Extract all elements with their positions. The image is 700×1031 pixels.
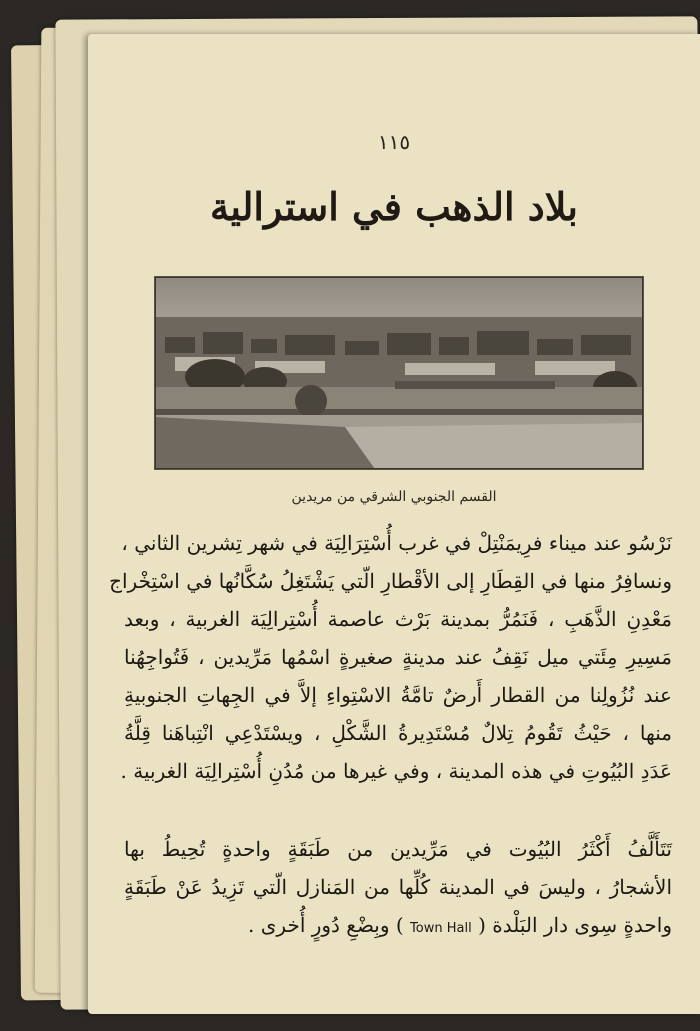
text-line: منها ، حَيْثُ تَقُومُ تِلالٌ مُسْتَدِيرةُ الشَّكْلِ ، ويسْتَدْعِي انْتِباهَنا قِلَّةُ xyxy=(124,721,672,745)
book-page xyxy=(88,34,700,1014)
text-line: تَتَأَلَّفُ أَكْثَرُ البُيُوت في مَرِّيدين من طَبَقَةٍ واحدةٍ تُحِيطُ بها xyxy=(124,837,672,861)
text-line: مَسِيرِ مِئَتي ميل نَقِفُ عند مدينةٍ صغيرةٍ اسْمُها مَرِّيدين ، فَتُواجِهُنا xyxy=(124,645,672,669)
text-line: نَرْسُو عند ميناء فرِيمَنْتِلْ في غرب أُسْتِرَالِيَة في شهر تِشرين الثاني ، xyxy=(121,531,672,555)
chapter-title: بلاد الذهب في استرالية xyxy=(210,184,578,229)
town-hall-term: Town Hall xyxy=(410,921,472,936)
text-line: ونسافِرُ منها في القِطَارِ إلى الأقْطارِ الّتي يَشْتَغِلُ سُكَّانُها في اسْتِخْراج xyxy=(109,569,672,593)
text-line: عند نُزُولِنا من القطار أَرضٌ تامَّةُ الاسْتِواءِ إلاَّ في الجِهاتِ الجنوبيةِ xyxy=(124,683,672,707)
text-segment: ) وبِضْعِ دُورٍ أُخرى . xyxy=(248,913,404,937)
text-line: عَدَدِ البُيُوتِ في هذه المدينة ، وفي غيرها من مُدُنِ أُسْتِرالِيَة الغربية . xyxy=(120,759,672,783)
town-photo xyxy=(154,276,644,470)
text-segment: واحدةٍ سِوى دار البَلْدة ( xyxy=(478,913,672,937)
paragraph-1 xyxy=(109,524,672,790)
text-line-last xyxy=(124,906,672,948)
text-line: مَعْدِنِ الذَّهَبِ ، فَنَمُرُّ بمدينة بَرْث عاصمة أُسْتِرالِيَة الغربية ، وبعد xyxy=(124,607,672,631)
text-line: الأشجارُ ، وليسَ في المدينة كُلِّها من المَنازل الّتي تَزِيدُ عَنْ طَبَقَةٍ xyxy=(124,875,672,899)
photo-caption: القسم الجنوبي الشرقي من مريدين xyxy=(291,489,497,505)
paragraph-2 xyxy=(124,830,672,948)
page-number: ١١٥ xyxy=(377,130,411,154)
